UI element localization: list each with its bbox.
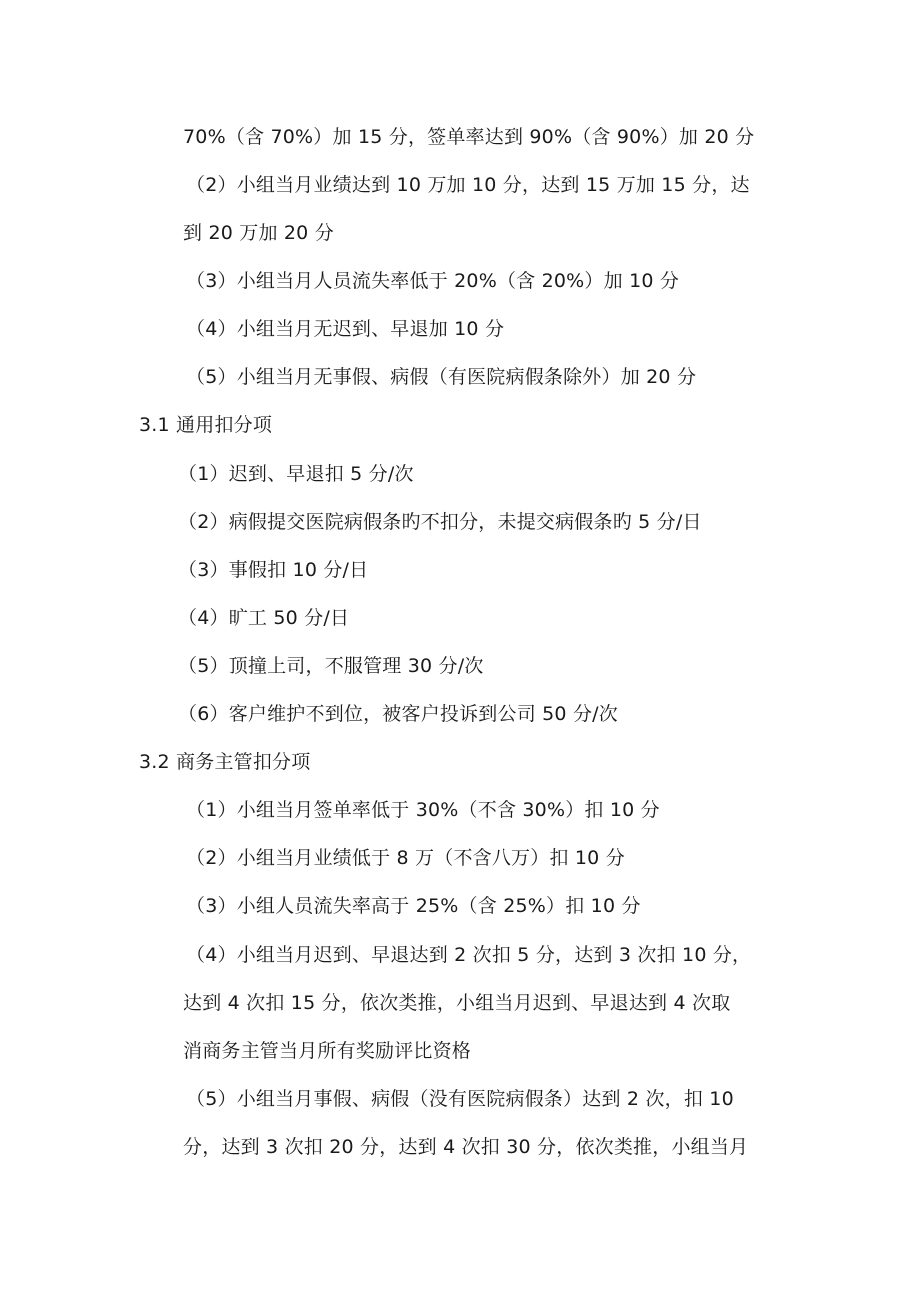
supervisor-deduction-item-3: （3）小组人员流失率高于 25%（含 25%）扣 10 分 xyxy=(186,895,641,917)
text-line-continuation: 消商务主管当月所有奖励评比资格 xyxy=(183,1040,472,1062)
supervisor-deduction-item-1: （1）小组当月签单率低于 30%（不含 30%）扣 10 分 xyxy=(186,799,660,821)
general-deduction-item-4: （4）旷工 50 分/日 xyxy=(178,607,350,629)
section-heading-supervisor-deductions: 3.2 商务主管扣分项 xyxy=(139,751,311,773)
general-deduction-item-6: （6）客户维护不到位，被客户投诉到公司 50 分/次 xyxy=(178,703,618,725)
section-heading-general-deductions: 3.1 通用扣分项 xyxy=(139,414,273,436)
text-line-continuation: 到 20 万加 20 分 xyxy=(183,222,334,244)
bonus-item-5: （5）小组当月无事假、病假（有医院病假条除外）加 20 分 xyxy=(186,366,697,388)
general-deduction-item-3: （3）事假扣 10 分/日 xyxy=(178,559,369,581)
general-deduction-item-2: （2）病假提交医院病假条旳不扣分，未提交病假条旳 5 分/日 xyxy=(178,511,702,533)
bonus-item-4: （4）小组当月无迟到、早退加 10 分 xyxy=(186,318,505,340)
supervisor-deduction-item-4: （4）小组当月迟到、早退达到 2 次扣 5 分，达到 3 次扣 10 分， xyxy=(186,944,752,966)
text-line-continuation: 70%（含 70%）加 15 分，签单率达到 90%（含 90%）加 20 分 xyxy=(183,126,755,148)
general-deduction-item-5: （5）顶撞上司，不服管理 30 分/次 xyxy=(178,655,484,677)
bonus-item-2: （2）小组当月业绩达到 10 万加 10 分，达到 15 万加 15 分，达 xyxy=(186,174,750,196)
supervisor-deduction-item-5: （5）小组当月事假、病假（没有医院病假条）达到 2 次，扣 10 xyxy=(186,1088,734,1110)
text-line-continuation: 达到 4 次扣 15 分，依次类推，小组当月迟到、早退达到 4 次取 xyxy=(183,992,731,1014)
bonus-item-3: （3）小组当月人员流失率低于 20%（含 20%）加 10 分 xyxy=(186,270,680,292)
supervisor-deduction-item-2: （2）小组当月业绩低于 8 万（不含八万）扣 10 分 xyxy=(186,847,625,869)
text-line-continuation: 分，达到 3 次扣 20 分，达到 4 次扣 30 分，依次类推，小组当月 xyxy=(183,1136,749,1158)
general-deduction-item-1: （1）迟到、早退扣 5 分/次 xyxy=(178,463,414,485)
